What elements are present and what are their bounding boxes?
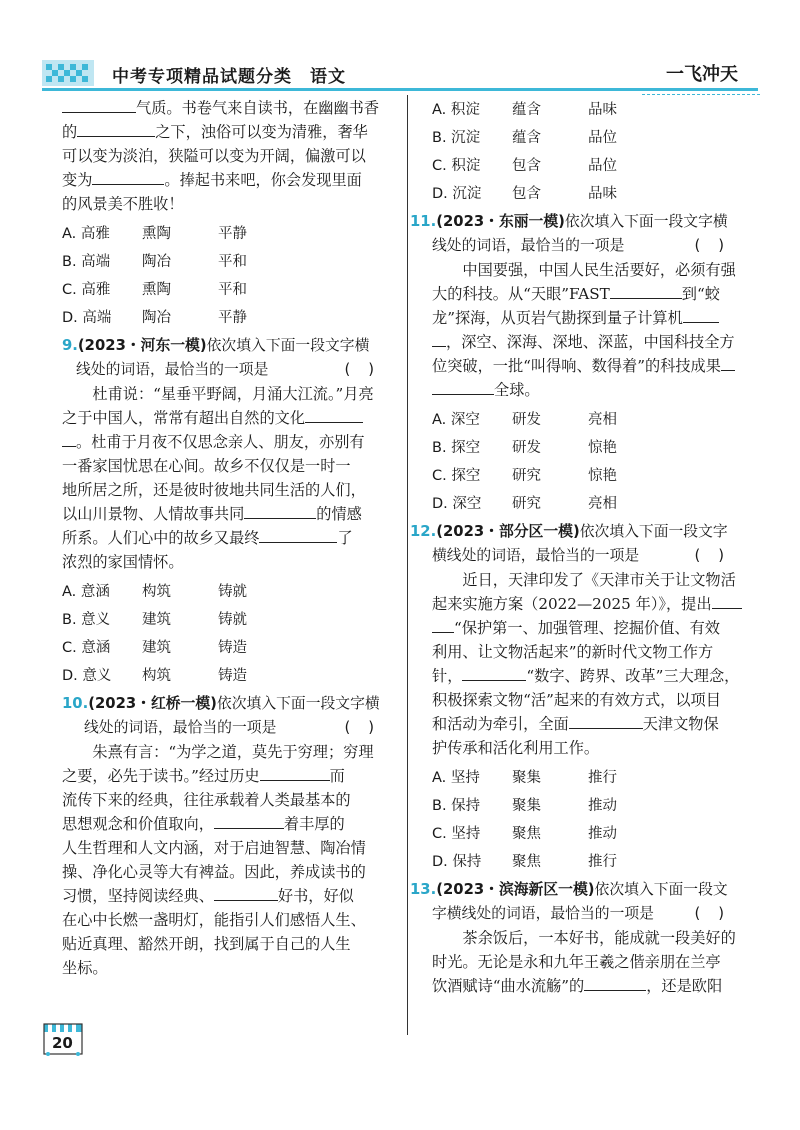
q10-passage-line: 习惯，坚持阅读经典、 好书，好似	[62, 887, 354, 905]
q9-passage-line: 以山川景物、人情故事共同 的情感	[62, 505, 362, 523]
answer-blank[interactable]	[214, 814, 284, 829]
option-row[interactable]	[62, 578, 392, 606]
q11-passage-line: 中国要强，中国人民生活要好，必须有强	[462, 261, 736, 279]
q12-passage-line: 积极探索文物“活”起来的有效方式，以项目	[432, 691, 721, 709]
page-header	[42, 58, 758, 88]
option-r: 平静	[218, 226, 247, 242]
q11-stem: 11.(2023・东丽一模)依次填入下面一段文字横	[410, 213, 728, 230]
q11-passage-line: 位突破，一批“叫得响、数得着”的科技成果	[432, 354, 742, 378]
option-r: 品位	[588, 130, 617, 146]
option-row[interactable]	[432, 462, 742, 490]
option-m: 包含	[512, 186, 541, 202]
option-row[interactable]	[432, 764, 742, 792]
page-number: 20	[52, 1034, 73, 1052]
q10-stem: 10.(2023・红桥一模)依次填入下面一段文字横	[62, 695, 380, 712]
q8-text-line: 的风景美不胜收！	[62, 195, 184, 213]
option-row[interactable]	[432, 434, 742, 462]
answer-blank[interactable]	[584, 976, 646, 991]
option-l: A. 深空	[432, 412, 480, 428]
q8-text-line: 气质。书卷气来自读书，在幽幽书香	[62, 96, 392, 120]
option-row[interactable]	[432, 180, 742, 208]
option-l: D. 深空	[432, 496, 482, 512]
option-l: A. 意涵	[62, 584, 110, 600]
option-r: 铸就	[218, 612, 247, 628]
option-l: C. 高雅	[62, 282, 111, 298]
answer-blank[interactable]	[721, 356, 735, 371]
option-m: 聚集	[512, 798, 541, 814]
answer-blank[interactable]	[569, 714, 643, 729]
answer-blank[interactable]	[259, 528, 337, 543]
q13-passage-line: 茶余饭后，一本好书，能成就一段美好的	[462, 929, 736, 947]
option-row[interactable]	[432, 820, 742, 848]
answer-blank[interactable]	[260, 766, 330, 781]
answer-blank[interactable]	[62, 432, 76, 447]
option-m: 包含	[512, 158, 541, 174]
q9-passage-line: 浓烈的家国情怀。	[62, 553, 184, 571]
answer-blank[interactable]	[462, 666, 526, 681]
option-row[interactable]	[62, 248, 392, 276]
answer-paren[interactable]: ()	[694, 547, 742, 564]
checkered-flag-icon	[42, 60, 94, 86]
option-m: 研发	[512, 412, 541, 428]
option-m: 熏陶	[142, 226, 171, 242]
option-l: C. 探空	[432, 468, 481, 484]
option-l: B. 探空	[432, 440, 481, 456]
right-column	[410, 96, 742, 998]
q9-passage-line: 地所居之所，还是彼时彼地共同生活的人们，	[62, 481, 366, 499]
q9-passage-line: 所系。人们心中的故乡又最终 了	[62, 529, 353, 547]
q13-passage-line: 饮酒赋诗“曲水流觞”的 ，还是欧阳	[432, 977, 723, 995]
option-row[interactable]	[62, 304, 392, 332]
q12-passage-line: 近日，天津印发了《天津市关于让文物活	[462, 571, 736, 589]
option-m: 建筑	[142, 640, 171, 656]
option-row[interactable]	[62, 276, 392, 304]
answer-paren[interactable]: ()	[694, 905, 742, 922]
option-r: 惊艳	[588, 440, 617, 456]
q12-passage-line: 利用、让文物活起来”的新时代文物工作方	[432, 643, 714, 661]
option-m: 陶冶	[142, 310, 171, 326]
answer-blank[interactable]	[610, 284, 682, 299]
option-row[interactable]	[432, 124, 742, 152]
answer-blank[interactable]	[305, 408, 363, 423]
option-row[interactable]	[62, 606, 392, 634]
option-r: 平静	[218, 310, 247, 326]
q8-text-line: 变为 。捧起书来吧，你会发现里面	[62, 171, 362, 189]
q10-passage-line: 朱熹有言：“为学之道，莫先于穷理；穷理	[92, 743, 374, 761]
q10-stem-line2: 线处的词语，最恰当的一项是 ()	[62, 716, 392, 740]
option-r: 推动	[588, 826, 617, 842]
q12-passage-line: “保护第一、加强管理、挖掘价值、有效	[432, 616, 742, 640]
option-r: 推行	[588, 770, 617, 786]
option-r: 平和	[218, 254, 247, 270]
q12-passage-line: 护传承和活化利用工作。	[432, 739, 600, 757]
q9-options	[62, 578, 392, 690]
header-rule	[42, 88, 758, 91]
option-row[interactable]	[62, 662, 392, 690]
option-m: 研究	[512, 496, 541, 512]
q9-passage-line: 一番家国忧思在心间。故乡不仅仅是一时一	[62, 457, 351, 475]
q9-passage-line: 。杜甫于月夜不仅思念亲人、朋友，亦别有	[62, 430, 392, 454]
q11-passage-line: 龙”探海，从页岩气勘探到量子计算机	[432, 306, 742, 330]
q13-stem-line2: 字横线处的词语，最恰当的一项是 ()	[432, 902, 742, 926]
answer-blank[interactable]	[244, 504, 316, 519]
q13-stem: 13.(2023・滨海新区一模)依次填入下面一段文	[410, 881, 728, 898]
left-column	[62, 96, 392, 980]
q8-text-line: 可以变为淡泊，狭隘可以变为开阔，偏激可以	[62, 147, 366, 165]
q8-text-line: 的 之下，浊俗可以变为清雅，奢华	[62, 123, 368, 141]
option-row[interactable]	[432, 406, 742, 434]
answer-blank[interactable]	[432, 332, 446, 347]
page-number-badge	[42, 1020, 86, 1056]
option-l: C. 坚持	[432, 826, 481, 842]
answer-blank[interactable]	[214, 886, 278, 901]
option-row[interactable]	[62, 220, 392, 248]
option-row[interactable]	[432, 96, 742, 124]
option-l: B. 保持	[432, 798, 481, 814]
answer-paren[interactable]: ()	[344, 361, 392, 378]
answer-blank[interactable]	[62, 98, 136, 113]
q12-stem-line2: 横线处的词语，最恰当的一项是 ()	[432, 544, 742, 568]
q10-passage-line: 之要，必先于读书。”经过历史 而	[62, 767, 345, 785]
answer-paren[interactable]: ()	[694, 237, 742, 254]
option-r: 平和	[218, 282, 247, 298]
option-l: A. 积淀	[432, 102, 480, 118]
q12-passage-line: 起来实施方案（2022—2025 年）》，提出	[432, 592, 742, 616]
option-l: D. 沉淀	[432, 186, 482, 202]
option-l: D. 意义	[62, 668, 112, 684]
answer-blank[interactable]	[683, 308, 719, 323]
option-l: C. 积淀	[432, 158, 481, 174]
q12-passage-line: 和活动为牵引，全面 天津文物保	[432, 715, 719, 733]
q9-stem: 9.(2023・河东一模)依次填入下面一段文字横	[62, 337, 370, 354]
option-r: 铸造	[218, 640, 247, 656]
q13-passage-line: 时光。无论是永和九年王羲之偕亲朋在兰亭	[432, 953, 721, 971]
q11-stem-line2: 线处的词语，最恰当的一项是 ()	[432, 234, 742, 258]
q10-passage-line: 在心中长燃一盏明灯，能指引人们感悟人生、	[62, 911, 366, 929]
option-l: A. 高雅	[62, 226, 110, 242]
q11-passage-line: 大的科技。从“天眼”FAST 到“蛟	[432, 285, 720, 303]
option-l: B. 沉淀	[432, 130, 481, 146]
option-row[interactable]	[432, 848, 742, 876]
option-m: 陶冶	[142, 254, 171, 270]
q12-options	[432, 764, 742, 876]
answer-paren[interactable]: ()	[344, 719, 392, 736]
answer-blank[interactable]	[432, 380, 494, 395]
q9-stem-line2: 线处的词语，最恰当的一项是 ()	[62, 358, 392, 382]
q11-passage-line: ，深空、深海、深地、深蓝，中国科技全方	[432, 330, 742, 354]
q12-passage-line: 针， “数字、跨界、改革”三大理念，	[432, 667, 740, 685]
column-divider	[407, 95, 408, 1035]
answer-blank[interactable]	[77, 122, 155, 137]
option-r: 推行	[588, 854, 617, 870]
q12-stem: 12.(2023・部分区一模)依次填入下面一段文字	[410, 523, 728, 540]
option-m: 熏陶	[142, 282, 171, 298]
option-r: 铸就	[218, 584, 247, 600]
q9-passage-line: 之于中国人，常常有超出自然的文化	[62, 406, 392, 430]
option-m: 构筑	[142, 584, 171, 600]
option-m: 研发	[512, 440, 541, 456]
q8-options	[62, 220, 392, 332]
option-m: 聚焦	[512, 854, 541, 870]
option-l: A. 坚持	[432, 770, 480, 786]
option-m: 聚集	[512, 770, 541, 786]
option-row[interactable]	[62, 634, 392, 662]
option-m: 蕴含	[512, 130, 541, 146]
q10-passage-line: 人生哲理和人文内涵，对于启迪智慧、陶冶情	[62, 839, 366, 857]
answer-blank[interactable]	[712, 594, 742, 609]
option-m: 研究	[512, 468, 541, 484]
option-r: 推动	[588, 798, 617, 814]
option-r: 惊艳	[588, 468, 617, 484]
q10-passage-line: 坐标。	[62, 959, 108, 977]
option-row[interactable]	[432, 152, 742, 180]
option-l: D. 高端	[62, 310, 112, 326]
option-r: 品味	[588, 186, 617, 202]
option-row[interactable]	[432, 490, 742, 518]
option-l: C. 意涵	[62, 640, 111, 656]
option-l: B. 意义	[62, 612, 111, 628]
q11-options	[432, 406, 742, 518]
option-row[interactable]	[432, 792, 742, 820]
option-r: 品味	[588, 102, 617, 118]
option-l: D. 保持	[432, 854, 482, 870]
option-m: 聚焦	[512, 826, 541, 842]
option-m: 建筑	[142, 612, 171, 628]
q11-passage-line: 全球。	[432, 378, 742, 402]
header-title: 中考专项精品试题分类 语文	[112, 67, 346, 87]
option-r: 亮相	[588, 412, 617, 428]
option-m: 蕴含	[512, 102, 541, 118]
q10-passage-line: 流传下来的经典，往往承载着人类最基本的	[62, 791, 351, 809]
option-r: 品位	[588, 158, 617, 174]
q10-passage-line: 贴近真理、豁然开朗，找到属于自己的人生	[62, 935, 351, 953]
answer-blank[interactable]	[432, 618, 454, 633]
brand-logo: 一飞冲天	[666, 64, 738, 85]
q10-passage-line: 思想观念和价值取向， 着丰厚的	[62, 815, 345, 833]
q10-passage-line: 操、净化心灵等大有裨益。因此，养成读书的	[62, 863, 366, 881]
q10-options	[432, 96, 742, 208]
option-l: B. 高端	[62, 254, 111, 270]
answer-blank[interactable]	[92, 170, 164, 185]
option-r: 铸造	[218, 668, 247, 684]
q9-passage-line: 杜甫说：“星垂平野阔，月涌大江流。”月亮	[92, 385, 374, 403]
option-m: 构筑	[142, 668, 171, 684]
option-r: 亮相	[588, 496, 617, 512]
